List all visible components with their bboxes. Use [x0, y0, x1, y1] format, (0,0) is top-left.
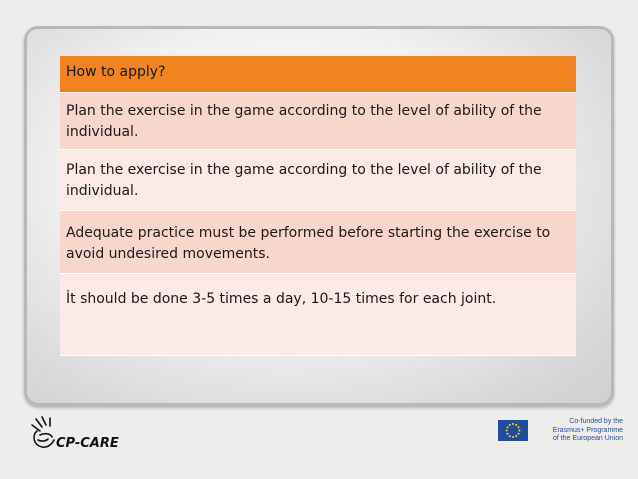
eu-flag-icon	[498, 420, 528, 441]
eu-text-line: Erasmus+ Programme	[552, 426, 623, 434]
table-row: Adequate practice must be performed before starting the exercise to avoid undesired movements.	[60, 211, 576, 274]
table-row: Plan the exercise in the game according to the level of ability of the individual.	[60, 93, 576, 150]
eu-text-line: Co-funded by the	[569, 418, 623, 425]
table-row: İt should be done 3-5 times a day, 10-15 times for each joint.	[60, 274, 576, 356]
logo-text: CP-CARE	[56, 436, 119, 451]
table-header: How to apply?	[60, 56, 576, 93]
eu-text-line: of the European Union	[552, 435, 623, 442]
how-to-apply-table	[60, 56, 576, 356]
eu-cofunding-text	[533, 418, 623, 444]
table-row: Plan the exercise in the game according to the level of ability of the individual.	[60, 150, 576, 211]
cp-care-logo	[28, 413, 128, 455]
